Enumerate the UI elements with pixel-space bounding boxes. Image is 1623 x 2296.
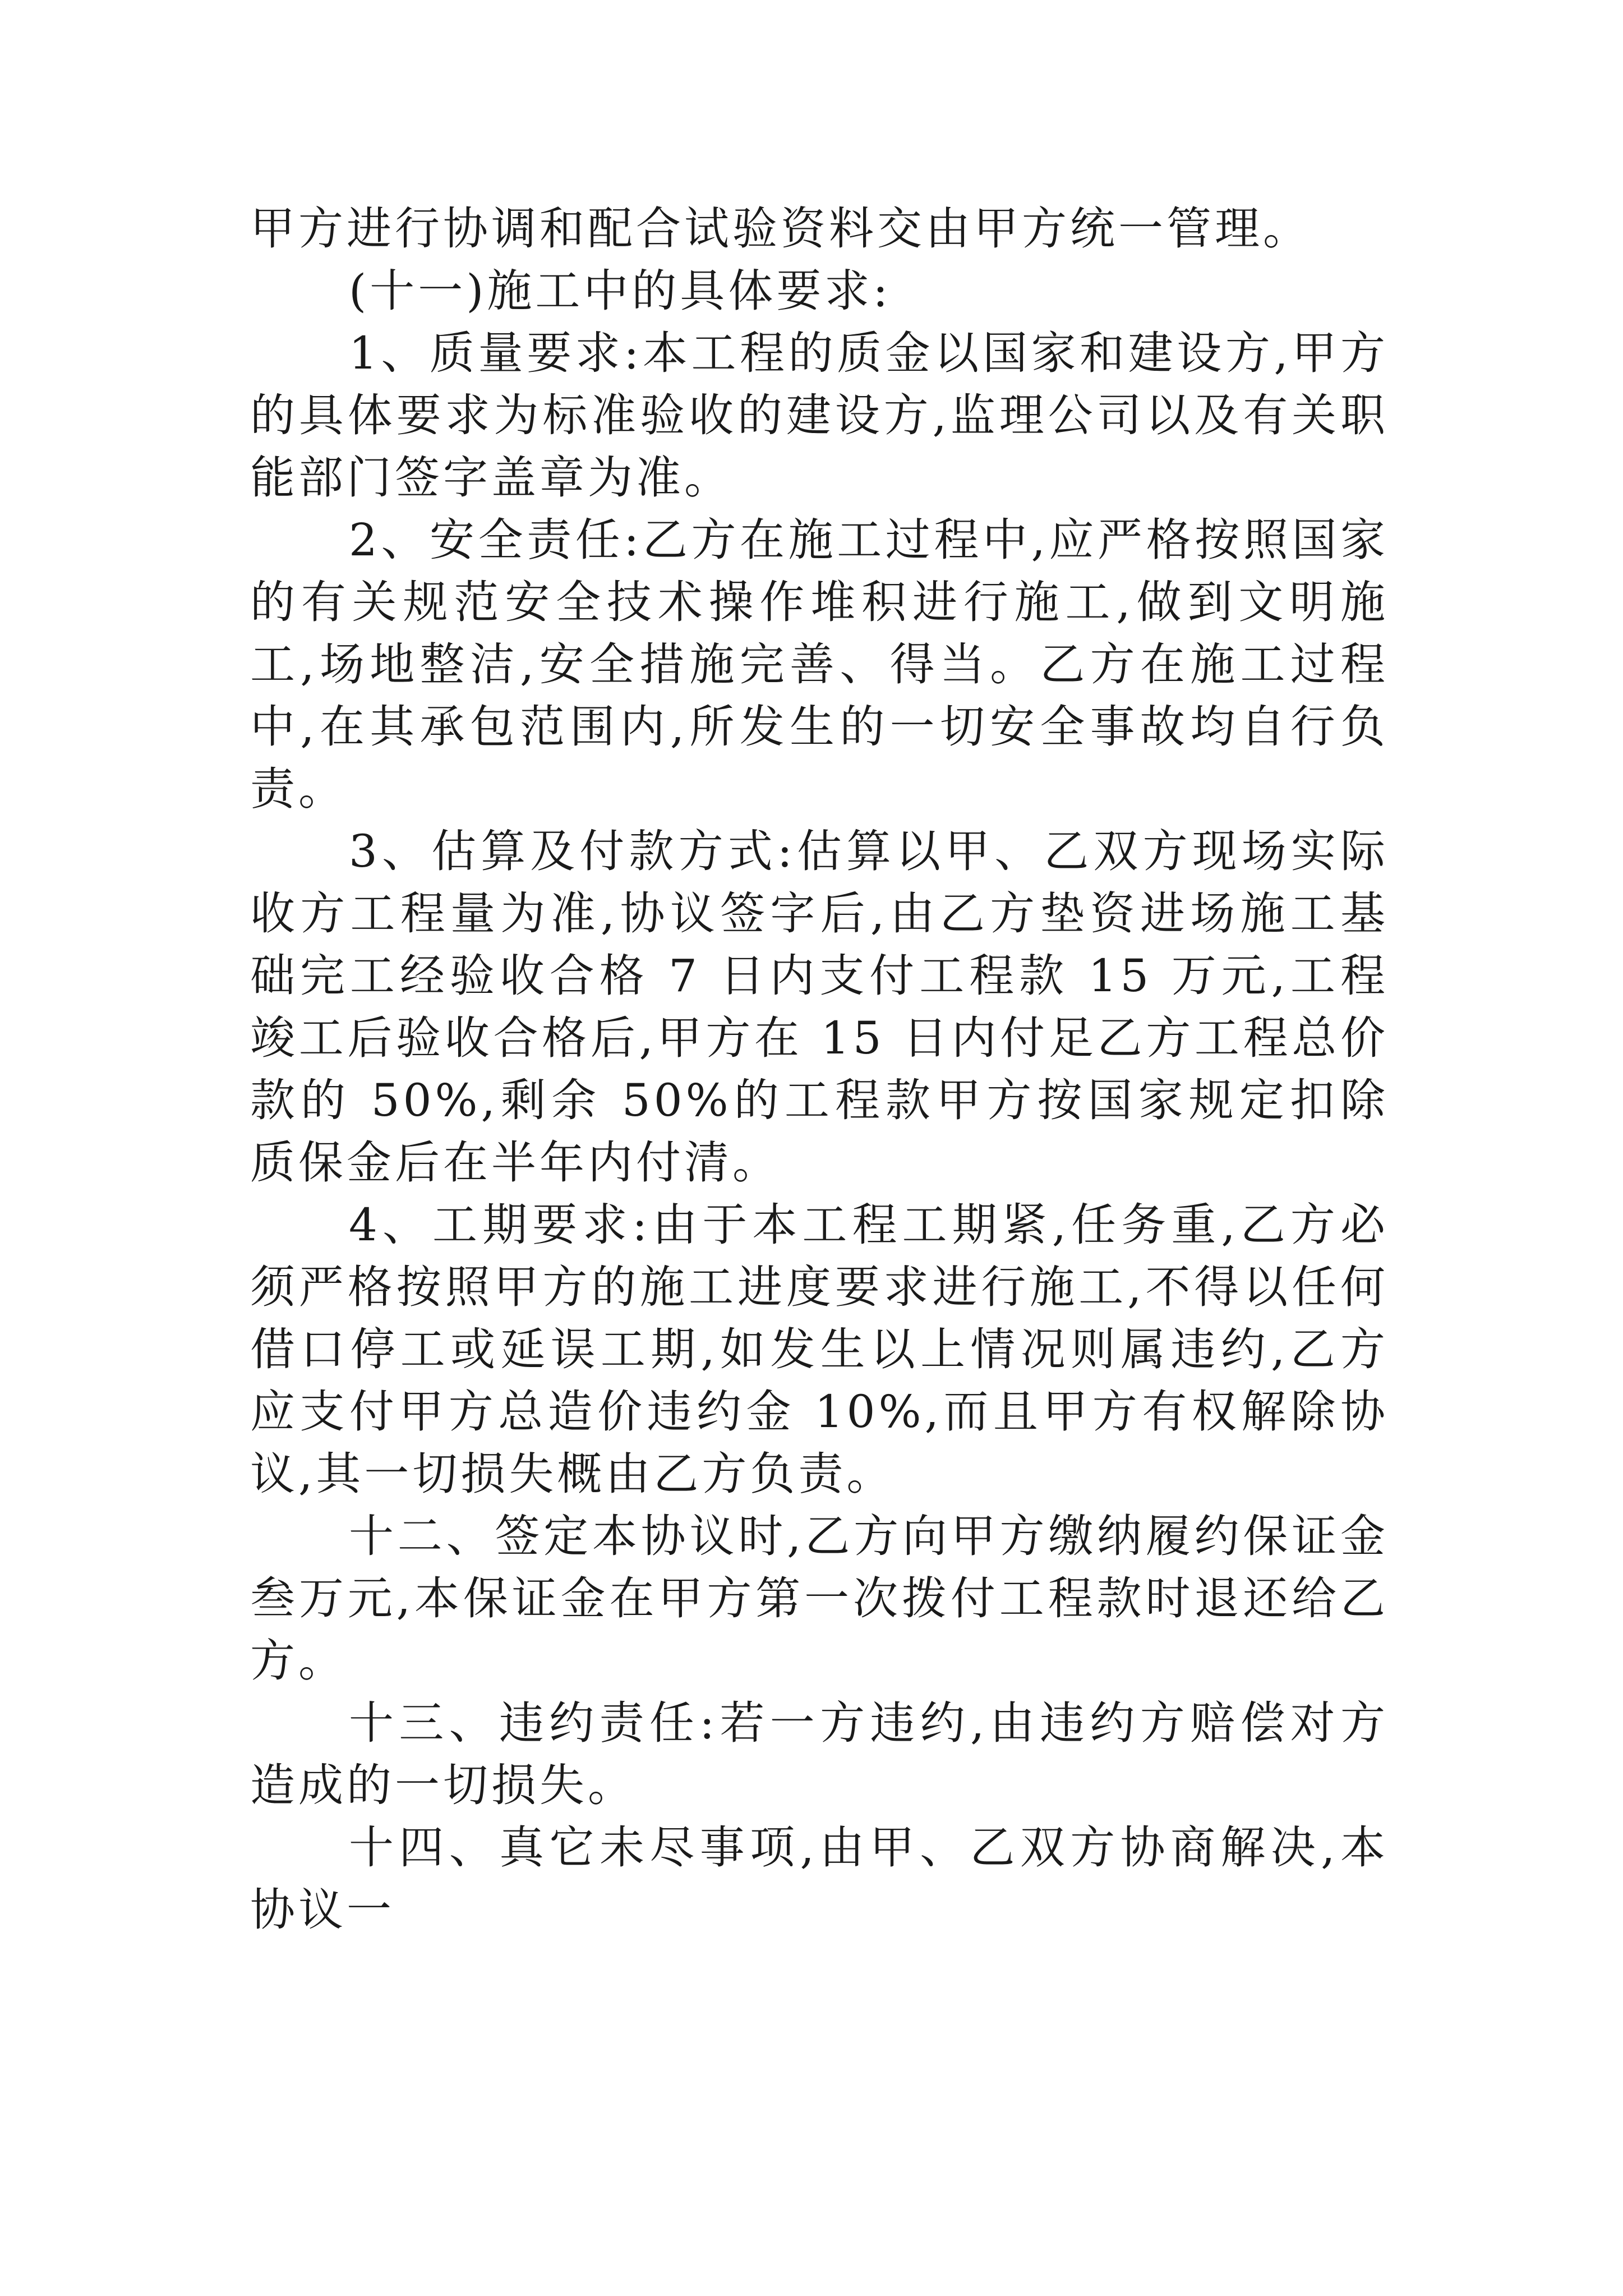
paragraph-estimate-payment: 3、估算及付款方式:估算以甲、乙双方现场实际收方工程量为准,协议签字后,由乙方垫资进场施工基础完工经验收合格 7 日内支付工程款 15 万元,工程竣工后验收合格后,甲方在 15 日内付足乙方工程总价款的 50%,剩余 50%的工程款甲方按国家规定扣除质保金后在半年内付清。 [250, 825, 1389, 1189]
paragraph-section-14-other: 十四、真它未尽事项,由甲、乙双方协商解决,本协议一 [250, 1821, 1389, 1936]
paragraph-section-12-deposit: 十二、签定本协议时,乙方向甲方缴纳履约保证金叁万元,本保证金在甲方第一次拨付工程款时退还给乙方。 [250, 1510, 1389, 1687]
paragraph-safety-responsibility: 2、安全责任:乙方在施工过程中,应严格按照国家的有关规范安全技术操作堆积进行施工,做到文明施工,场地整洁,安全措施完善、得当。乙方在施工过程中,在其承包范围内,所发生的一切安全事故均自行负责。 [250, 514, 1389, 815]
paragraph-section-11-heading: (十一)施工中的具体要求: [349, 265, 892, 317]
document-body [250, 197, 1389, 1941]
paragraph-quality-requirements: 1、质量要求:本工程的质金以国家和建设方,甲方的具体要求为标准验收的建设方,监理公司以及有关职能部门签字盖章为准。 [250, 327, 1389, 504]
paragraph-section-13-liability: 十三、违约责任:若一方违约,由违约方赔偿对方造成的一切损失。 [250, 1697, 1389, 1811]
paragraph-continuation: 甲方进行协调和配合试验资料交由甲方统一管理。 [250, 203, 1311, 255]
paragraph-schedule-requirements: 4、工期要求:由于本工程工期紧,任务重,乙方必须严格按照甲方的施工进度要求进行施工,不得以任何借口停工或延误工期,如发生以上情况则属违约,乙方应支付甲方总造价违约金 10%,而且甲方有权解除协议,其一切损失概由乙方负责。 [250, 1199, 1389, 1500]
